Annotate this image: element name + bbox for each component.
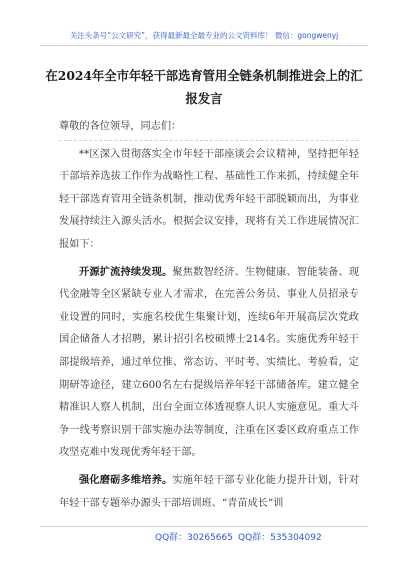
line-divider [59, 140, 359, 141]
section-paragraph-1 [59, 261, 359, 465]
section-heading-1: 开源扩流持续发现。 [79, 265, 173, 278]
page-footer [40, 530, 368, 548]
footer-divider [40, 526, 368, 527]
document-body [59, 116, 359, 515]
header-divider [40, 45, 368, 46]
section-paragraph-2 [59, 469, 359, 515]
qq-group-1: QQ群：30265665 [155, 533, 233, 543]
salutation: 尊敬的各位领导，同志们： [59, 121, 182, 132]
section-text-2: 实施年轻干部专业化能力提升计划，针对年轻干部专题举办源头干部培训班、“青苗成长”训 [59, 474, 360, 509]
document-title: 在2024年全市年轻干部选育管用全链条机制推进会上的汇报发言 [45, 68, 363, 106]
section-text-1: 聚焦数智经济、生物健康、智能装备、现代金融等全区紧缺专业人才需求，在完善公务员、事业人员招录专业设置的同时，实施名校优生集聚计划，连续6年开展高层次党政国企储备人才招聘，累计招引名校硕博士214名。实施优秀年轻干部提级培养，通过单位推、常态访、平时考、实绩比、考验看，定期研等途径，建立600名左右提级培养年轻干部储备库。建立健全精准识人察人机制，出台全面立体透视察人识人实施意见。重大斗争一线考察识别干部实施办法等制度，注重在区委区政府重点工作攻坚克难中发现优秀年轻干部。 [59, 266, 360, 459]
qq-group-2: QQ群：535304092 [238, 533, 322, 543]
intro-paragraph: **区深入贯彻落实全市年轻干部座谈会会议精神，坚持把年轻干部培养选拔工作作为战略性工程、基础性工作来抓，持续健全年轻干部选育管用全链条机制，推动优秀年轻干部脱颖而出，为事业发展持续注入源头活水。根据会议安排，现将有关工作进展情况汇报如下： [59, 148, 359, 250]
page-header-banner: 关注头条号“公文研究”，获得最新最全最专业的公文资料库！ 微信：gongwenyj [69, 31, 339, 40]
section-heading-2: 强化磨砺多维培养。 [79, 473, 173, 486]
